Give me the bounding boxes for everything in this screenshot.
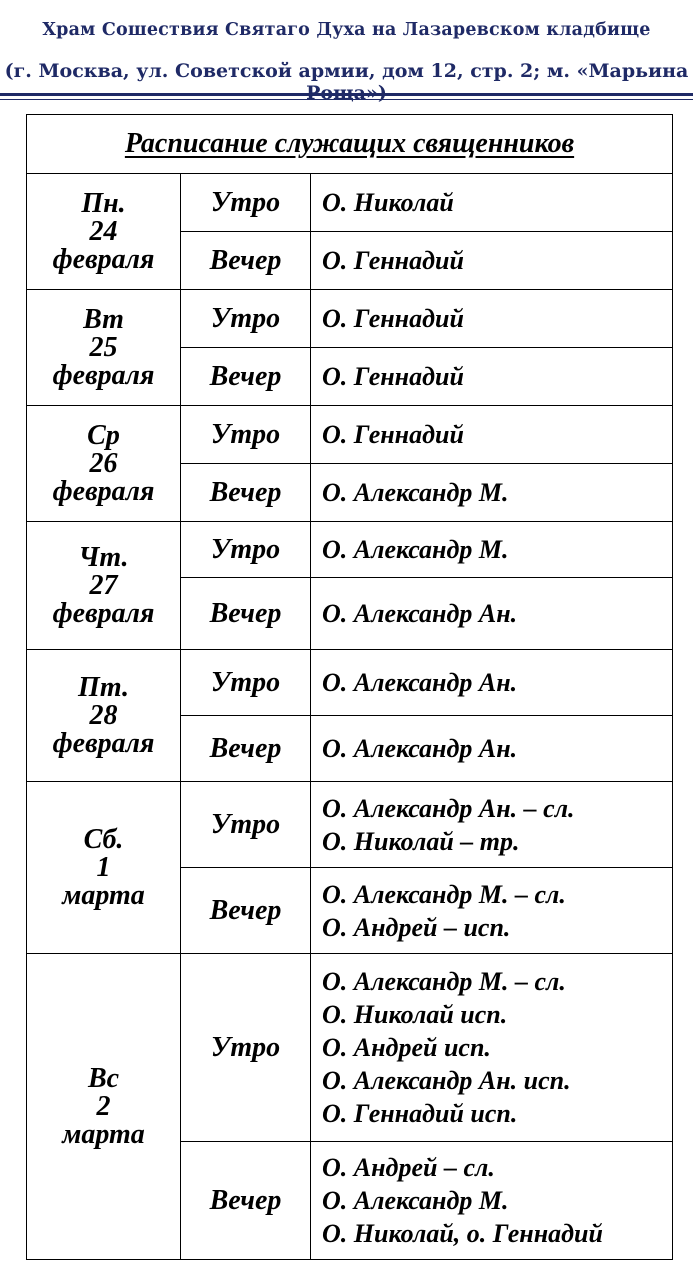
- priest-name: О. Николай, о. Геннадий: [322, 1219, 603, 1248]
- church-name: Храм Сошествия Святаго Духа на Лазаревском кладбище: [42, 20, 651, 40]
- morning-priests: [311, 954, 673, 1142]
- day-num: 25: [89, 331, 118, 363]
- day-num: 1: [96, 851, 111, 883]
- evening-label: Вечер: [181, 348, 311, 406]
- day-num: 27: [89, 569, 118, 601]
- day-num: 26: [89, 447, 118, 479]
- day-cell: [27, 522, 181, 650]
- priest-name: О. Александр Ан. – сл.: [322, 793, 575, 823]
- day-month: февраля: [52, 243, 155, 275]
- day-dow: Пт.: [78, 671, 129, 703]
- priest-name: О. Александр М.: [322, 535, 509, 564]
- priest-name: О. Геннадий: [322, 304, 464, 333]
- morning-priests: [311, 650, 673, 716]
- evening-label: Вечер: [181, 868, 311, 954]
- day-row-morning: [27, 290, 673, 348]
- day-month: марта: [62, 1118, 145, 1150]
- morning-label: Утро: [181, 954, 311, 1142]
- evening-priests: [311, 868, 673, 954]
- day-dow: Вс: [87, 1062, 120, 1094]
- day-cell: [27, 406, 181, 522]
- header-divider: [0, 93, 693, 96]
- church-address: (г. Москва, ул. Советской армии, дом 12, стр. 2; м. «Марьина: [4, 60, 689, 82]
- priest-name: О. Геннадий исп.: [322, 1099, 518, 1128]
- morning-priests: [311, 290, 673, 348]
- morning-label: Утро: [181, 522, 311, 578]
- day-month: февраля: [52, 727, 155, 759]
- morning-label: Утро: [181, 406, 311, 464]
- priest-name: О. Геннадий: [322, 420, 464, 449]
- priest-name: О. Александр Ан.: [322, 734, 518, 763]
- morning-priests: [311, 406, 673, 464]
- priest-name: О. Александр М. – сл.: [322, 879, 566, 909]
- priest-name: О. Андрей исп.: [322, 1033, 491, 1062]
- evening-label: Вечер: [181, 578, 311, 650]
- morning-label: Утро: [181, 290, 311, 348]
- day-num: 24: [89, 215, 118, 247]
- evening-priests: [311, 232, 673, 290]
- day-num: 28: [89, 699, 118, 731]
- day-cell: [27, 290, 181, 406]
- priest-name: О. Александр М. – сл.: [322, 967, 566, 996]
- day-month: марта: [62, 879, 145, 911]
- morning-priests: [311, 522, 673, 578]
- priest-name: О. Андрей – исп.: [322, 912, 511, 942]
- priest-name: О. Николай исп.: [322, 1000, 508, 1029]
- day-row-morning: [27, 650, 673, 716]
- priest-name: О. Геннадий: [322, 246, 464, 275]
- priest-name: О. Николай – тр.: [322, 826, 520, 856]
- schedule-title: Расписание служащих священников: [124, 128, 575, 159]
- morning-label: Утро: [181, 174, 311, 232]
- evening-priests: [311, 1142, 673, 1260]
- day-row-morning: [27, 406, 673, 464]
- day-row-morning: [27, 782, 673, 868]
- priest-name: О. Николай: [322, 188, 454, 217]
- day-num: 2: [96, 1090, 111, 1122]
- evening-label: Вечер: [181, 716, 311, 782]
- day-cell: [27, 782, 181, 954]
- evening-priests: [311, 716, 673, 782]
- header-divider-thin: [0, 99, 693, 100]
- priest-name: О. Александр Ан. исп.: [322, 1066, 571, 1095]
- day-dow: Сб.: [83, 823, 124, 855]
- day-row-morning: [27, 522, 673, 578]
- evening-priests: [311, 578, 673, 650]
- priest-name: О. Александр Ан.: [322, 668, 518, 697]
- day-row-morning: [27, 174, 673, 232]
- day-cell: [27, 650, 181, 782]
- evening-label: Вечер: [181, 464, 311, 522]
- day-cell: [27, 174, 181, 290]
- priest-name: О. Александр Ан.: [322, 599, 518, 628]
- day-month: февраля: [52, 359, 155, 391]
- evening-label: Вечер: [181, 1142, 311, 1260]
- evening-priests: [311, 464, 673, 522]
- evening-label: Вечер: [181, 232, 311, 290]
- priest-name: О. Александр М.: [322, 1186, 509, 1215]
- schedule-title-row: [27, 115, 673, 174]
- day-month: февраля: [52, 597, 155, 629]
- day-month: февраля: [52, 475, 155, 507]
- day-cell: [27, 954, 181, 1260]
- morning-label: Утро: [181, 782, 311, 868]
- day-row-morning: [27, 954, 673, 1142]
- priest-name: О. Александр М.: [322, 478, 509, 507]
- evening-priests: [311, 348, 673, 406]
- morning-priests: [311, 174, 673, 232]
- morning-priests: [311, 782, 673, 868]
- day-dow: Пн.: [81, 187, 126, 219]
- morning-label: Утро: [181, 650, 311, 716]
- schedule-title-cell: [27, 115, 673, 174]
- day-dow: Чт.: [78, 541, 129, 573]
- priest-name: О. Андрей – сл.: [322, 1153, 495, 1182]
- day-dow: Ср: [87, 419, 120, 451]
- schedule-table: [26, 114, 673, 1260]
- priest-name: О. Геннадий: [322, 362, 464, 391]
- day-dow: Вт: [83, 303, 124, 335]
